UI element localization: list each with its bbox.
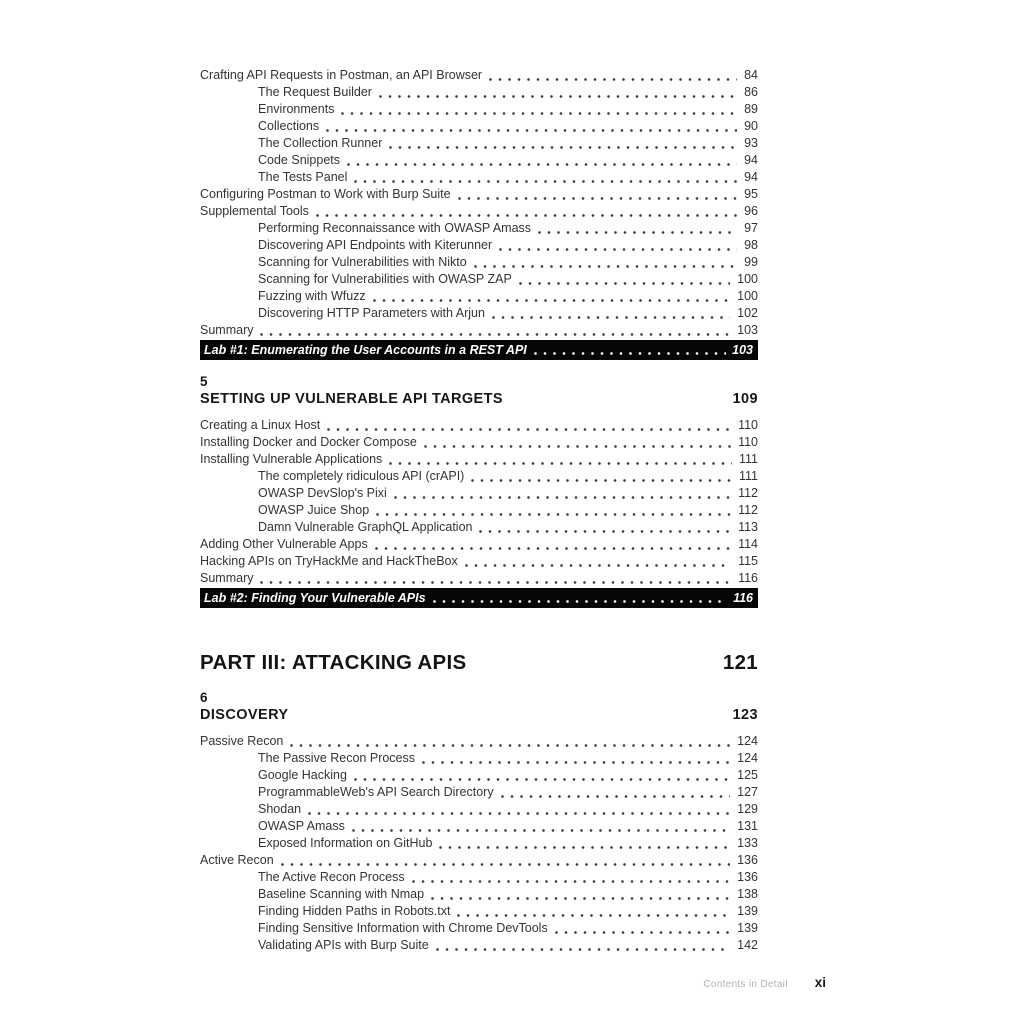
toc-entry (200, 536, 758, 553)
dot-leader (290, 744, 730, 747)
toc-entry-page: 90 (744, 119, 758, 133)
toc-entry-page: 97 (744, 221, 758, 235)
chapter-number: 6 (200, 690, 208, 705)
toc-entry-label: Fuzzing with Wfuzz (258, 289, 366, 303)
toc-entry-label: The Active Recon Process (258, 870, 405, 884)
toc-entry-label: Finding Sensitive Information with Chrome DevTools (258, 921, 548, 935)
toc-entry-label: Installing Docker and Docker Compose (200, 435, 417, 449)
toc-entry-page: 111 (738, 452, 758, 466)
toc-entry (200, 886, 758, 903)
toc-entry-page: 125 (737, 768, 758, 782)
dot-leader (431, 897, 730, 900)
dot-leader (492, 316, 730, 319)
toc-entry (200, 920, 758, 937)
toc-entry-page: 102 (737, 306, 758, 320)
dot-leader (489, 78, 737, 81)
toc-entry-page: 116 (738, 571, 758, 585)
toc-entry (200, 203, 758, 220)
toc-entry-page: 113 (738, 520, 758, 534)
toc-entry (200, 434, 758, 451)
dot-leader (327, 428, 731, 431)
toc-entry-page: 112 (738, 486, 758, 500)
toc-entry-label: Summary (200, 323, 254, 337)
toc-entry-page: 110 (738, 435, 758, 449)
toc-entry-page: 99 (744, 255, 758, 269)
toc-entry-page: 94 (744, 170, 758, 184)
toc-entry-label: Baseline Scanning with Nmap (258, 887, 425, 901)
toc-entry-label: Supplemental Tools (200, 204, 309, 218)
dot-leader (458, 197, 738, 200)
lab-bar-page: 116 (733, 591, 753, 605)
toc-entry-page: 110 (738, 418, 758, 432)
toc-entry (200, 784, 758, 801)
toc-entry-label: Scanning for Vulnerabilities with OWASP ZAP (258, 272, 512, 286)
dot-leader (281, 863, 730, 866)
toc-entry-page: 115 (738, 554, 758, 568)
toc-entry (200, 254, 758, 271)
toc-entry-label: The completely ridiculous API (crAPI) (258, 469, 465, 483)
dot-leader (474, 265, 737, 268)
toc-entry-page: 114 (738, 537, 758, 551)
toc-entry (200, 101, 758, 118)
toc-entry (200, 733, 758, 750)
toc-entry-page: 96 (744, 204, 758, 218)
toc-entry (200, 869, 758, 886)
part-page: 121 (722, 651, 758, 674)
dot-leader (375, 547, 731, 550)
dot-leader (308, 812, 730, 815)
toc-entry-label: Performing Reconnaissance with OWASP Amass (258, 221, 532, 235)
toc-entry-label: Collections (258, 119, 320, 133)
dot-leader (465, 564, 731, 567)
toc-entry (200, 767, 758, 784)
toc-entry-label: Code Snippets (258, 153, 341, 167)
toc-entry-label: The Request Builder (258, 85, 372, 99)
footer-section-label: Contents in Detail (703, 979, 788, 990)
toc-entry-label: The Collection Runner (258, 136, 383, 150)
toc-entry-label: Installing Vulnerable Applications (200, 452, 383, 466)
dot-leader (352, 829, 730, 832)
toc-entry-label: Adding Other Vulnerable Apps (200, 537, 368, 551)
dot-leader (457, 914, 730, 917)
dot-leader (379, 95, 737, 98)
toc-entry (200, 118, 758, 135)
toc-entry-label: Google Hacking (258, 768, 347, 782)
dot-leader (412, 880, 731, 883)
lab-bar-page: 103 (732, 343, 753, 357)
toc-entry-page: 127 (737, 785, 758, 799)
chapter-page: 123 (732, 707, 758, 723)
toc-entry-label: Damn Vulnerable GraphQL Application (258, 520, 473, 534)
lab-bar (200, 340, 758, 360)
toc-entry (200, 903, 758, 920)
toc-entry-page: 133 (737, 836, 758, 850)
part-heading-row (200, 650, 758, 676)
toc-entry-page: 131 (737, 819, 758, 833)
toc-sections (200, 67, 758, 954)
toc-entry-label: Summary (200, 571, 254, 585)
toc-entry-page: 124 (737, 734, 758, 748)
toc-entry (200, 67, 758, 84)
toc-entry-label: Discovering HTTP Parameters with Arjun (258, 306, 485, 320)
dot-leader (316, 214, 737, 217)
toc-entry-label: Exposed Information on GitHub (258, 836, 433, 850)
toc-entry-label: Scanning for Vulnerabilities with Nikto (258, 255, 467, 269)
dot-leader (326, 129, 737, 132)
toc-entry (200, 468, 758, 485)
toc-entry-label: Active Recon (200, 853, 274, 867)
toc-entry-label: ProgrammableWeb's API Search Directory (258, 785, 494, 799)
toc-entry-page: 136 (737, 870, 758, 884)
dot-leader (555, 931, 730, 934)
chapter-heading (200, 690, 758, 725)
toc-entry-page: 112 (738, 503, 758, 517)
toc-entry-page: 89 (744, 102, 758, 116)
dot-leader (471, 479, 732, 482)
dot-leader (260, 333, 730, 336)
toc-entry-page: 95 (744, 187, 758, 201)
dot-leader (341, 112, 737, 115)
dot-leader (394, 496, 731, 499)
toc-entry (200, 570, 758, 587)
lab-bar-label: Lab #1: Enumerating the User Accounts in a REST API (204, 343, 527, 357)
toc-entry-label: OWASP DevSlop's Pixi (258, 486, 387, 500)
toc-entry (200, 485, 758, 502)
toc-entry-page: 86 (744, 85, 758, 99)
dot-leader (347, 163, 737, 166)
toc-entry-page: 100 (737, 272, 758, 286)
dot-leader (519, 282, 730, 285)
toc-entry (200, 152, 758, 169)
toc-entry-label: Configuring Postman to Work with Burp Suite (200, 187, 451, 201)
dot-leader (354, 778, 730, 781)
dot-leader (499, 248, 737, 251)
toc-entry (200, 835, 758, 852)
toc-entry-page: 129 (737, 802, 758, 816)
toc-entry-page: 93 (744, 136, 758, 150)
toc-entry (200, 186, 758, 203)
toc-entry-label: Passive Recon (200, 734, 284, 748)
toc-entry (200, 937, 758, 954)
chapter-title-row (200, 390, 758, 409)
dot-leader (389, 146, 737, 149)
dot-leader (389, 462, 732, 465)
toc-entry-label: Creating a Linux Host (200, 418, 321, 432)
dot-leader (501, 795, 731, 798)
toc-entry-page: 142 (737, 938, 758, 952)
toc-entry (200, 288, 758, 305)
toc-entry-page: 100 (737, 289, 758, 303)
toc-entry (200, 502, 758, 519)
toc-entry (200, 553, 758, 570)
chapter-title: DISCOVERY (200, 707, 289, 723)
toc-entry (200, 818, 758, 835)
dot-leader (534, 352, 726, 355)
dot-leader (479, 530, 731, 533)
toc-entry (200, 750, 758, 767)
toc-entry (200, 852, 758, 869)
dot-leader (376, 513, 731, 516)
toc-entry-page: 124 (737, 751, 758, 765)
dot-leader (436, 948, 730, 951)
toc-entry-label: OWASP Amass (258, 819, 345, 833)
chapter-heading (200, 374, 758, 409)
toc-entry-page: 94 (744, 153, 758, 167)
dot-leader (260, 581, 731, 584)
chapter-number: 5 (200, 374, 208, 389)
toc-entry-page: 138 (737, 887, 758, 901)
toc-entry (200, 135, 758, 152)
chapter-page: 109 (732, 391, 758, 407)
toc-entry (200, 220, 758, 237)
toc-entry (200, 271, 758, 288)
toc-entry (200, 322, 758, 339)
footer-page-number: xi (814, 975, 826, 990)
toc-entry (200, 169, 758, 186)
dot-leader (373, 299, 730, 302)
toc-entry (200, 305, 758, 322)
toc-entry (200, 237, 758, 254)
dot-leader (422, 761, 730, 764)
toc-entry-label: Hacking APIs on TryHackMe and HackTheBox (200, 554, 458, 568)
toc-entry (200, 84, 758, 101)
chapter-title-row (200, 706, 758, 725)
toc-entry-label: Crafting API Requests in Postman, an API Browser (200, 68, 483, 82)
toc-entry-page: 98 (744, 238, 758, 252)
toc-entry-label: The Passive Recon Process (258, 751, 416, 765)
lab-bar-label: Lab #2: Finding Your Vulnerable APIs (204, 591, 426, 605)
toc-entry-page: 103 (737, 323, 758, 337)
toc-entry-label: OWASP Juice Shop (258, 503, 370, 517)
toc-entry (200, 801, 758, 818)
toc-entry-page: 84 (744, 68, 758, 82)
toc-entry-label: Shodan (258, 802, 302, 816)
toc-entry-label: The Tests Panel (258, 170, 348, 184)
page-footer (0, 975, 826, 993)
toc-entry-page: 111 (738, 469, 758, 483)
lab-bar (200, 588, 758, 608)
toc-entry (200, 451, 758, 468)
toc-entry-label: Finding Hidden Paths in Robots.txt (258, 904, 451, 918)
dot-leader (433, 600, 727, 603)
toc-entry-label: Environments (258, 102, 335, 116)
toc-entry-page: 136 (737, 853, 758, 867)
toc-entry (200, 519, 758, 536)
toc-entry-label: Discovering API Endpoints with Kiterunner (258, 238, 493, 252)
toc-entry-page: 139 (737, 904, 758, 918)
toc-entry (200, 417, 758, 434)
toc-entry-label: Validating APIs with Burp Suite (258, 938, 429, 952)
dot-leader (538, 231, 737, 234)
dot-leader (439, 846, 730, 849)
dot-leader (424, 445, 731, 448)
toc-entry-page: 139 (737, 921, 758, 935)
chapter-title: SETTING UP VULNERABLE API TARGETS (200, 391, 503, 407)
part-title: PART III: ATTACKING APIS (200, 651, 467, 674)
dot-leader (354, 180, 737, 183)
